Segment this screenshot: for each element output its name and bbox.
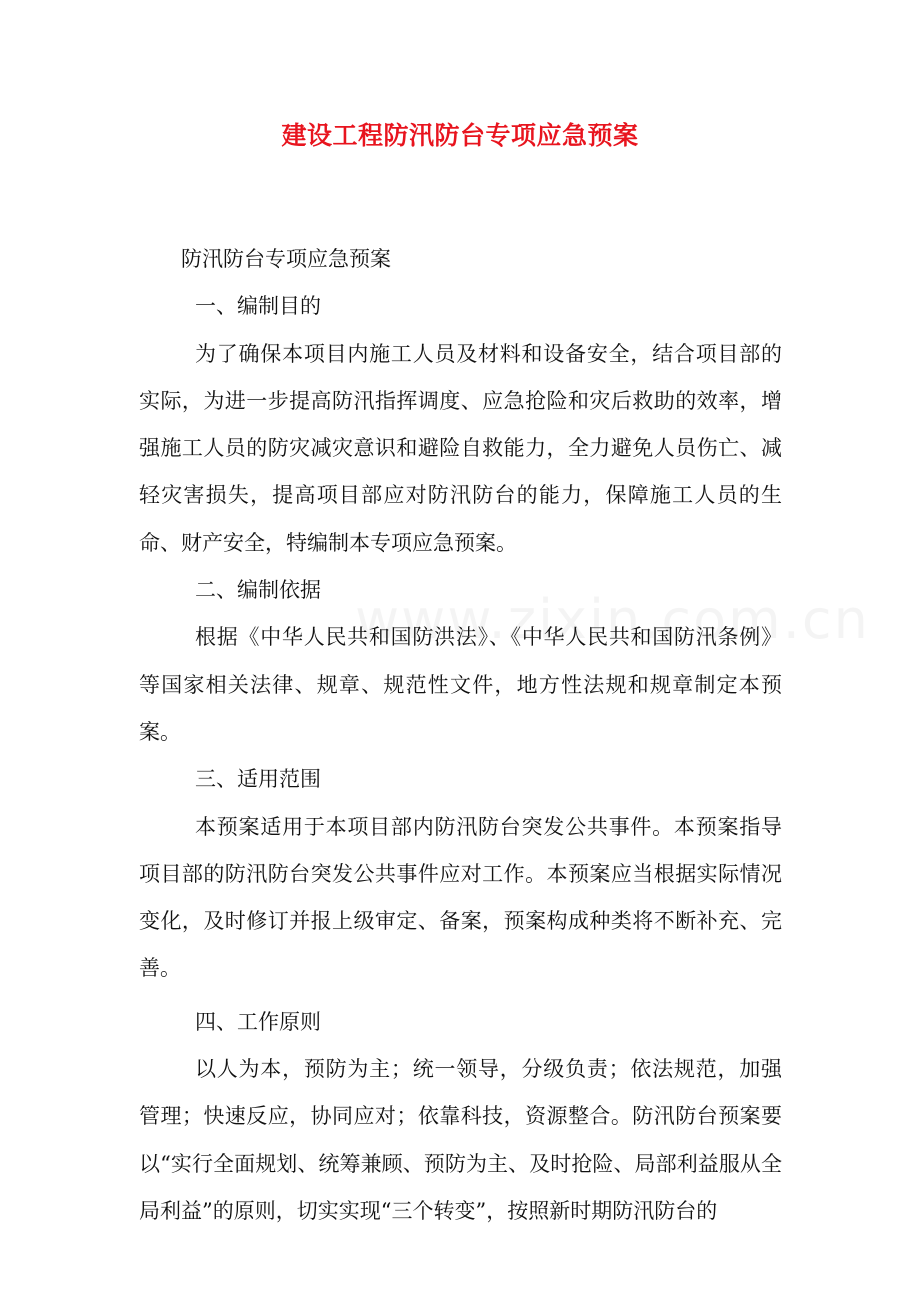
section-paragraph-scope: 本预案适用于本项目部内防汛防台突发公共事件。本预案指导项目部的防汛防台突发公共事件应对工作。本预案应当根据实际情况变化，及时修订并报上级审定、备案，预案构成种类将不断补充、完善。 <box>139 814 782 981</box>
section-heading-basis: 二、编制依据 <box>195 578 321 603</box>
section-heading-scope: 三、适用范围 <box>195 767 321 792</box>
section-heading-principles: 四、工作原则 <box>195 1009 321 1034</box>
document-body <box>139 236 782 1235</box>
section-paragraph-basis: 根据《中华人民共和国防洪法》、《中华人民共和国防汛条例》等国家相关法律、规章、规范性文件，地方性法规和规章制定本预案。 <box>139 625 782 744</box>
document-subtitle: 防汛防台专项应急预案 <box>181 247 391 271</box>
document-title: 建设工程防汛防台专项应急预案 <box>281 121 639 150</box>
section-paragraph-principles: 以人为本，预防为主；统一领导，分级负责；依法规范，加强管理；快速反应，协同应对；依靠科技，资源整合。防汛防台预案要以“实行全面规划、统筹兼顾、预防为主、及时抢险、局部利益服从全局利益”的原则，切实实现“三个转变”，按照新时期防汛防台的 <box>139 1057 782 1223</box>
section-heading-purpose: 一、编制目的 <box>195 294 321 319</box>
section-paragraph-purpose: 为了确保本项目内施工人员及材料和设备安全，结合项目部的实际，为进一步提高防汛指挥调度、应急抢险和灾后救助的效率，增强施工人员的防灾减灾意识和避险自救能力，全力避免人员伤亡、减轻灾害损失，提高项目部应对防汛防台的能力，保障施工人员的生命、财产安全，特编制本专项应急预案。 <box>139 341 782 555</box>
